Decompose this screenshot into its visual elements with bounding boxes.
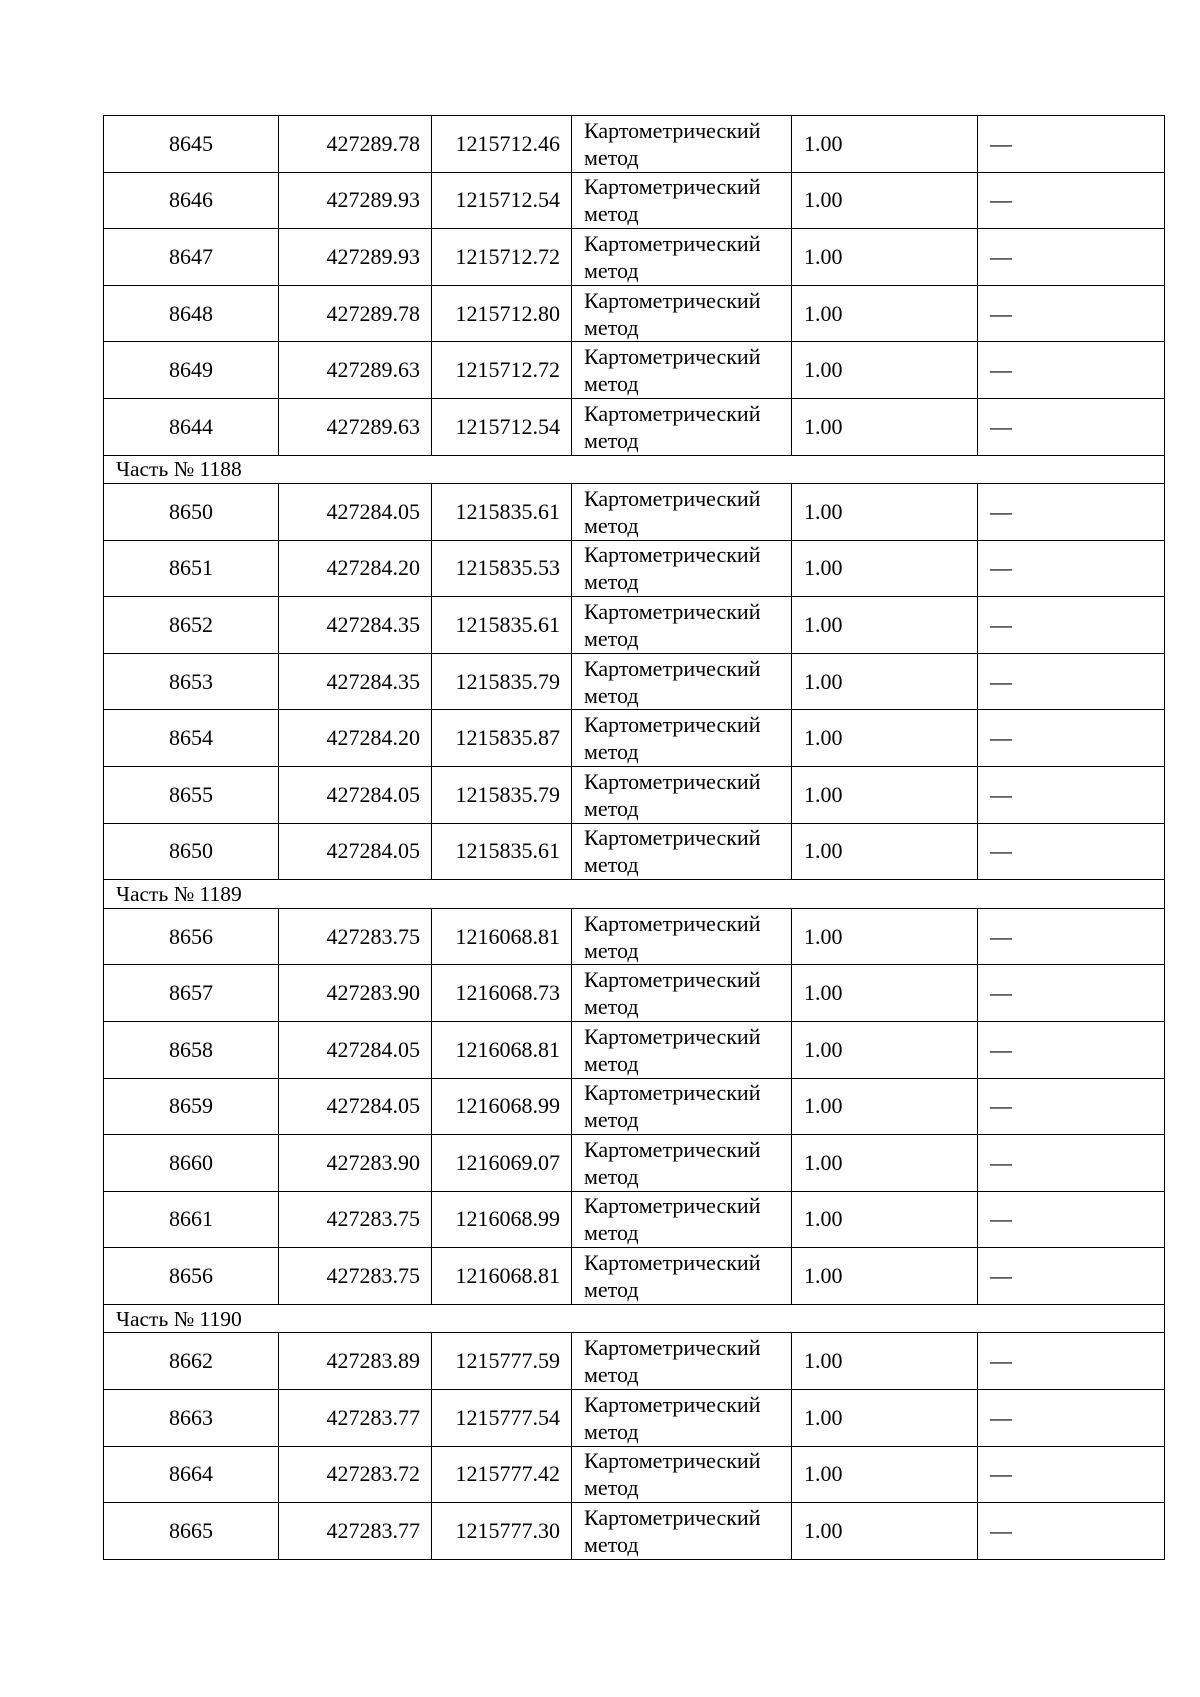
y-coordinate-cell: 1215712.46 [432,116,572,173]
accuracy-cell: 1.00 [792,285,978,342]
method-cell [572,342,792,399]
note-cell: — [978,398,1165,455]
method-line-1: Картометрический [584,655,761,681]
x-coordinate-cell: 427289.63 [279,342,432,399]
method-cell [572,1135,792,1192]
x-coordinate-cell: 427284.05 [279,767,432,824]
method-cell [572,1389,792,1446]
y-coordinate-cell: 1216068.81 [432,908,572,965]
accuracy-cell: 1.00 [792,1021,978,1078]
section-label: Часть № 1188 [104,455,1165,484]
section-label: Часть № 1190 [104,1304,1165,1333]
method-cell [572,1191,792,1248]
x-coordinate-cell: 427283.75 [279,1191,432,1248]
method-line-1: Картометрический [584,1023,761,1049]
point-number-cell: 8648 [104,285,279,342]
point-number-cell: 8650 [104,484,279,541]
table-row [104,653,1165,710]
x-coordinate-cell: 427283.77 [279,1389,432,1446]
table-row [104,1191,1165,1248]
y-coordinate-cell: 1216069.07 [432,1135,572,1192]
point-number-cell: 8652 [104,597,279,654]
note-cell: — [978,597,1165,654]
note-cell: — [978,540,1165,597]
y-coordinate-cell: 1215835.53 [432,540,572,597]
point-number-cell: 8651 [104,540,279,597]
method-line-2: метод [584,257,639,283]
note-cell: — [978,484,1165,541]
table-row [104,1248,1165,1305]
method-line-2: метод [584,626,639,652]
coordinates-table-body [104,116,1165,1560]
method-cell [572,1333,792,1390]
y-coordinate-cell: 1216068.73 [432,965,572,1022]
method-line-1: Картометрический [584,287,761,313]
accuracy-cell: 1.00 [792,767,978,824]
accuracy-cell: 1.00 [792,710,978,767]
method-cell [572,653,792,710]
method-line-2: метод [584,371,639,397]
y-coordinate-cell: 1216068.81 [432,1248,572,1305]
note-cell: — [978,116,1165,173]
note-cell: — [978,823,1165,880]
note-cell: — [978,1446,1165,1503]
note-cell: — [978,965,1165,1022]
method-line-1: Картометрический [584,599,761,625]
point-number-cell: 8662 [104,1333,279,1390]
method-cell [572,1503,792,1560]
point-number-cell: 8645 [104,116,279,173]
note-cell: — [978,342,1165,399]
method-cell [572,540,792,597]
accuracy-cell: 1.00 [792,342,978,399]
method-line-1: Картометрический [584,117,761,143]
method-line-2: метод [584,739,639,765]
y-coordinate-cell: 1215712.72 [432,229,572,286]
accuracy-cell: 1.00 [792,540,978,597]
accuracy-cell: 1.00 [792,484,978,541]
method-line-2: метод [584,201,639,227]
point-number-cell: 8657 [104,965,279,1022]
y-coordinate-cell: 1215835.61 [432,597,572,654]
accuracy-cell: 1.00 [792,965,978,1022]
method-line-2: метод [584,1475,639,1501]
point-number-cell: 8661 [104,1191,279,1248]
accuracy-cell: 1.00 [792,229,978,286]
point-number-cell: 8659 [104,1078,279,1135]
table-row [104,767,1165,824]
note-cell: — [978,653,1165,710]
method-line-2: метод [584,1220,639,1246]
note-cell: — [978,1021,1165,1078]
method-line-1: Картометрический [584,485,761,511]
section-header-row [104,880,1165,909]
point-number-cell: 8653 [104,653,279,710]
method-line-1: Картометрический [584,400,761,426]
accuracy-cell: 1.00 [792,1389,978,1446]
x-coordinate-cell: 427284.05 [279,1021,432,1078]
accuracy-cell: 1.00 [792,1248,978,1305]
method-line-1: Картометрический [584,1193,761,1219]
point-number-cell: 8656 [104,908,279,965]
method-cell [572,823,792,880]
accuracy-cell: 1.00 [792,1191,978,1248]
method-cell [572,597,792,654]
table-row [104,229,1165,286]
method-cell [572,116,792,173]
note-cell: — [978,908,1165,965]
method-cell [572,1248,792,1305]
note-cell: — [978,1135,1165,1192]
y-coordinate-cell: 1215835.61 [432,823,572,880]
point-number-cell: 8647 [104,229,279,286]
method-cell [572,965,792,1022]
accuracy-cell: 1.00 [792,1446,978,1503]
method-line-2: метод [584,569,639,595]
note-cell: — [978,1389,1165,1446]
accuracy-cell: 1.00 [792,1135,978,1192]
table-row [104,285,1165,342]
table-row [104,484,1165,541]
note-cell: — [978,1191,1165,1248]
point-number-cell: 8663 [104,1389,279,1446]
section-header-row [104,455,1165,484]
point-number-cell: 8665 [104,1503,279,1560]
method-line-2: метод [584,1362,639,1388]
y-coordinate-cell: 1216068.99 [432,1191,572,1248]
method-line-2: метод [584,682,639,708]
method-cell [572,172,792,229]
y-coordinate-cell: 1215835.79 [432,767,572,824]
y-coordinate-cell: 1216068.99 [432,1078,572,1135]
x-coordinate-cell: 427284.05 [279,823,432,880]
point-number-cell: 8644 [104,398,279,455]
point-number-cell: 8664 [104,1446,279,1503]
method-line-2: метод [584,512,639,538]
x-coordinate-cell: 427283.90 [279,1135,432,1192]
method-line-2: метод [584,1277,639,1303]
method-cell [572,710,792,767]
method-line-1: Картометрический [584,910,761,936]
method-cell [572,484,792,541]
x-coordinate-cell: 427284.35 [279,653,432,710]
method-line-1: Картометрический [584,344,761,370]
point-number-cell: 8658 [104,1021,279,1078]
table-row [104,1078,1165,1135]
method-cell [572,229,792,286]
point-number-cell: 8654 [104,710,279,767]
table-row [104,540,1165,597]
method-line-1: Картометрический [584,1250,761,1276]
y-coordinate-cell: 1215712.54 [432,172,572,229]
note-cell: — [978,1503,1165,1560]
x-coordinate-cell: 427289.93 [279,172,432,229]
y-coordinate-cell: 1215777.42 [432,1446,572,1503]
method-line-1: Картометрический [584,542,761,568]
x-coordinate-cell: 427289.78 [279,285,432,342]
x-coordinate-cell: 427283.72 [279,1446,432,1503]
accuracy-cell: 1.00 [792,1503,978,1560]
method-cell [572,1446,792,1503]
y-coordinate-cell: 1215777.54 [432,1389,572,1446]
method-cell [572,767,792,824]
y-coordinate-cell: 1215712.72 [432,342,572,399]
method-line-2: метод [584,795,639,821]
y-coordinate-cell: 1215777.59 [432,1333,572,1390]
y-coordinate-cell: 1216068.81 [432,1021,572,1078]
point-number-cell: 8649 [104,342,279,399]
method-line-1: Картометрический [584,967,761,993]
method-line-1: Картометрический [584,768,761,794]
y-coordinate-cell: 1215835.61 [432,484,572,541]
x-coordinate-cell: 427289.63 [279,398,432,455]
point-number-cell: 8655 [104,767,279,824]
point-number-cell: 8660 [104,1135,279,1192]
x-coordinate-cell: 427284.35 [279,597,432,654]
method-line-1: Картометрический [584,1504,761,1530]
point-number-cell: 8646 [104,172,279,229]
table-row [104,710,1165,767]
x-coordinate-cell: 427284.05 [279,484,432,541]
x-coordinate-cell: 427284.05 [279,1078,432,1135]
y-coordinate-cell: 1215835.87 [432,710,572,767]
x-coordinate-cell: 427289.78 [279,116,432,173]
method-cell [572,1078,792,1135]
point-number-cell: 8650 [104,823,279,880]
note-cell: — [978,229,1165,286]
method-cell [572,285,792,342]
method-line-1: Картометрический [584,1335,761,1361]
accuracy-cell: 1.00 [792,172,978,229]
accuracy-cell: 1.00 [792,1333,978,1390]
table-row [104,116,1165,173]
table-row [104,1389,1165,1446]
y-coordinate-cell: 1215712.54 [432,398,572,455]
section-label: Часть № 1189 [104,880,1165,909]
table-row [104,965,1165,1022]
method-line-1: Картометрический [584,1080,761,1106]
x-coordinate-cell: 427283.75 [279,1248,432,1305]
note-cell: — [978,1078,1165,1135]
method-line-2: метод [584,1107,639,1133]
coordinates-table [103,115,1165,1560]
table-row [104,172,1165,229]
method-line-1: Картометрический [584,1448,761,1474]
table-row [104,342,1165,399]
accuracy-cell: 1.00 [792,823,978,880]
accuracy-cell: 1.00 [792,116,978,173]
method-line-2: метод [584,1050,639,1076]
accuracy-cell: 1.00 [792,398,978,455]
method-line-1: Картометрический [584,825,761,851]
method-line-1: Картометрический [584,174,761,200]
method-line-1: Картометрический [584,1391,761,1417]
x-coordinate-cell: 427284.20 [279,710,432,767]
accuracy-cell: 1.00 [792,653,978,710]
table-row [104,823,1165,880]
method-line-2: метод [584,852,639,878]
method-line-2: метод [584,1163,639,1189]
x-coordinate-cell: 427289.93 [279,229,432,286]
note-cell: — [978,767,1165,824]
table-row [104,1503,1165,1560]
method-line-2: метод [584,1418,639,1444]
table-row [104,1021,1165,1078]
method-cell [572,398,792,455]
table-row [104,1135,1165,1192]
note-cell: — [978,1248,1165,1305]
note-cell: — [978,172,1165,229]
table-row [104,1333,1165,1390]
table-row [104,908,1165,965]
method-line-2: метод [584,427,639,453]
table-row [104,597,1165,654]
y-coordinate-cell: 1215777.30 [432,1503,572,1560]
y-coordinate-cell: 1215835.79 [432,653,572,710]
section-header-row [104,1304,1165,1333]
method-line-2: метод [584,994,639,1020]
method-line-2: метод [584,937,639,963]
method-line-1: Картометрический [584,1136,761,1162]
x-coordinate-cell: 427283.75 [279,908,432,965]
method-line-2: метод [584,1531,639,1557]
table-row [104,1446,1165,1503]
x-coordinate-cell: 427283.90 [279,965,432,1022]
method-line-1: Картометрический [584,712,761,738]
accuracy-cell: 1.00 [792,1078,978,1135]
table-row [104,398,1165,455]
accuracy-cell: 1.00 [792,597,978,654]
method-line-1: Картометрический [584,230,761,256]
method-line-2: метод [584,144,639,170]
note-cell: — [978,1333,1165,1390]
method-line-2: метод [584,314,639,340]
x-coordinate-cell: 427283.89 [279,1333,432,1390]
note-cell: — [978,285,1165,342]
method-cell [572,1021,792,1078]
x-coordinate-cell: 427284.20 [279,540,432,597]
accuracy-cell: 1.00 [792,908,978,965]
y-coordinate-cell: 1215712.80 [432,285,572,342]
point-number-cell: 8656 [104,1248,279,1305]
x-coordinate-cell: 427283.77 [279,1503,432,1560]
note-cell: — [978,710,1165,767]
method-cell [572,908,792,965]
